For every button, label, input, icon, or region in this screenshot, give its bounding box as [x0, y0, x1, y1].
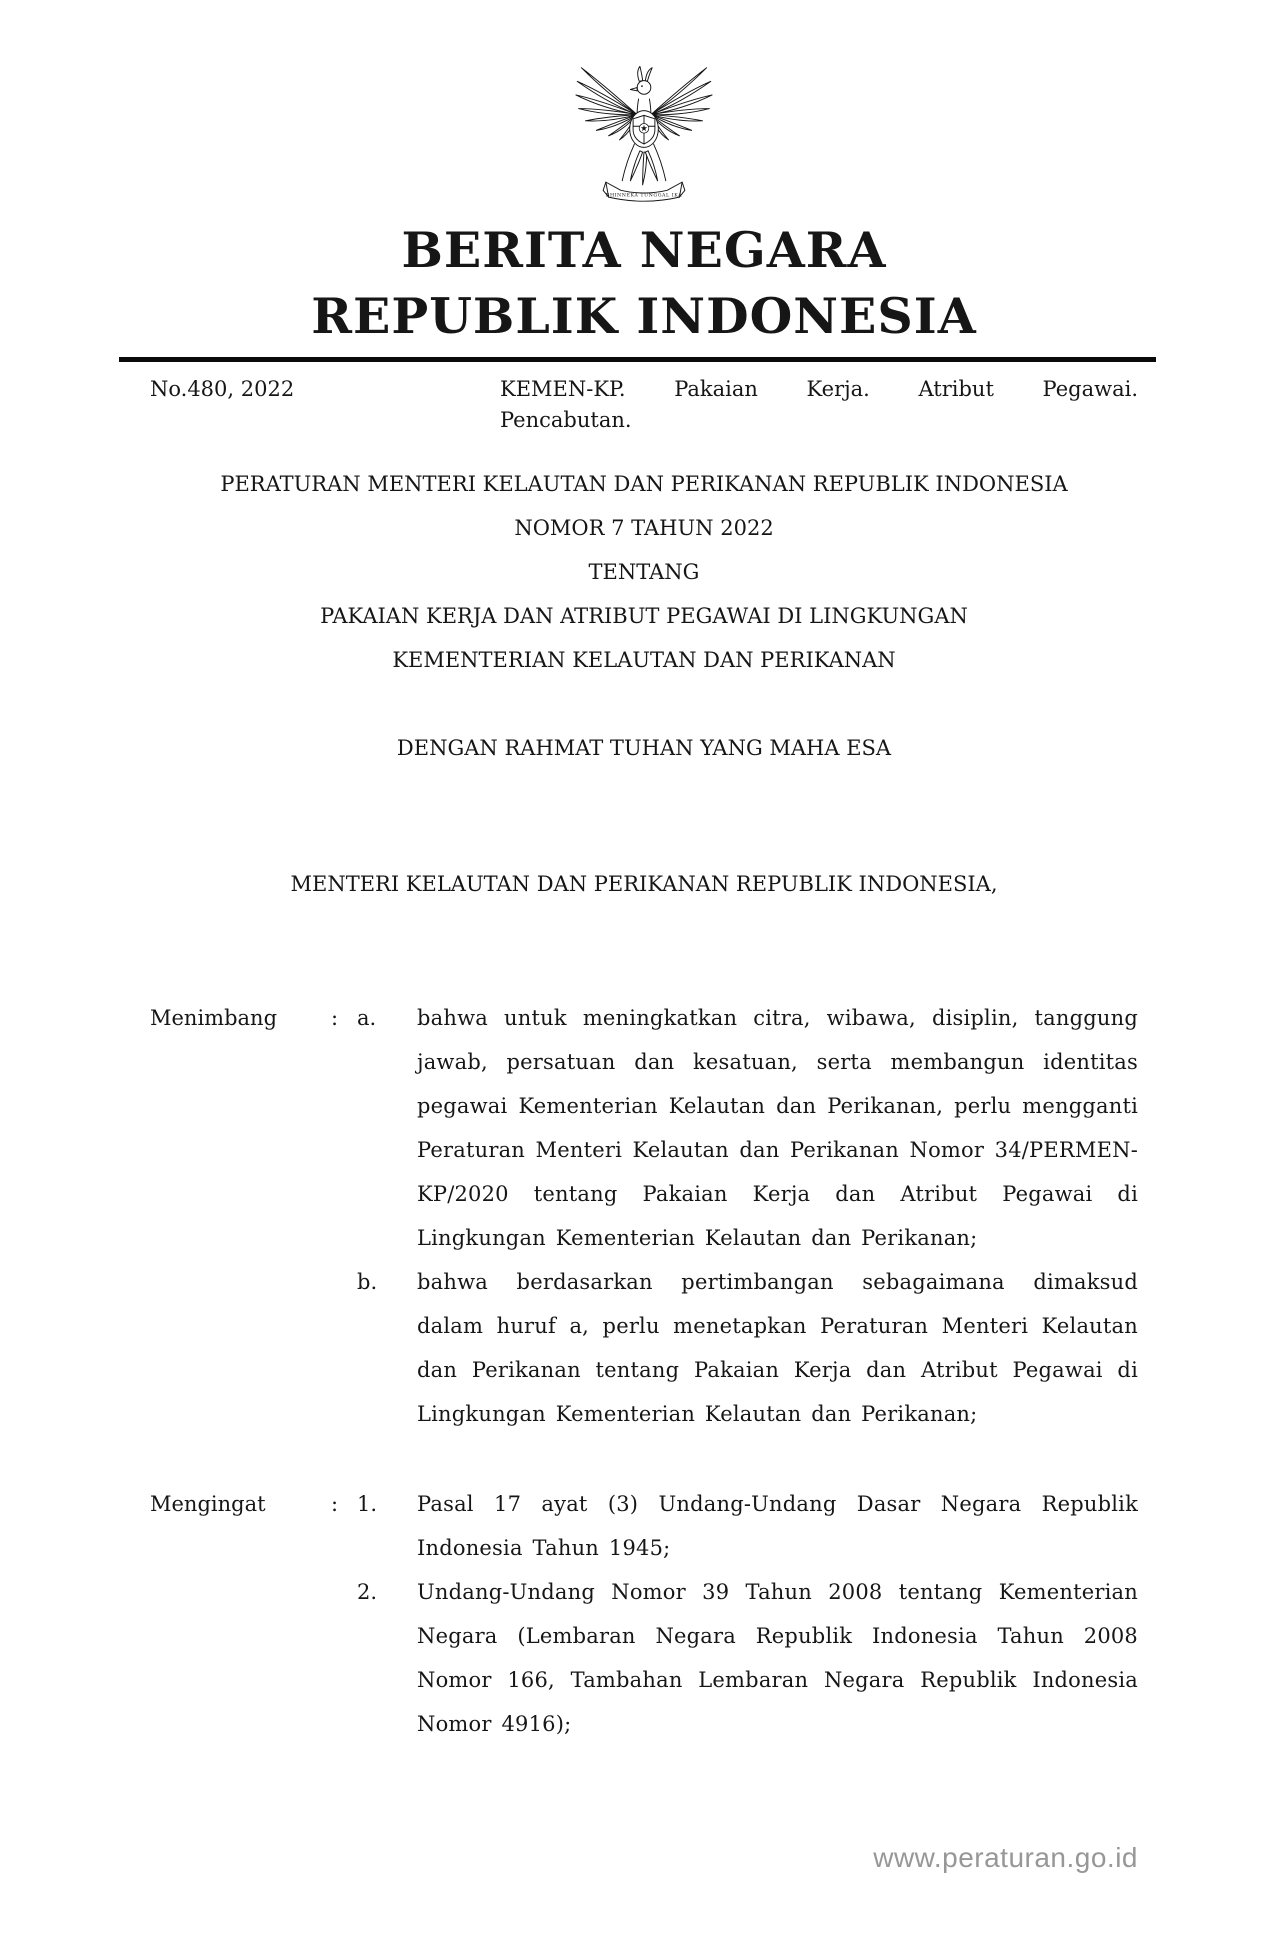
item-marker: 2. [357, 1580, 378, 1605]
regulation-number-line: NOMOR 7 TAHUN 2022 [514, 516, 774, 541]
eye [641, 85, 643, 87]
regulation-title-line: PERATURAN MENTERI KELAUTAN DAN PERIKANAN REPUBLIK INDONESIA [220, 472, 1068, 497]
head [637, 81, 651, 95]
item-marker: 1. [357, 1492, 378, 1517]
watermark-url: www.peraturan.go.id [873, 1842, 1138, 1873]
clause-item [150, 1570, 1138, 1746]
gazette-subject-line1: KEMEN-KP. Pakaian Kerja. Atribut Pegawai. [500, 377, 1138, 402]
beak [630, 87, 637, 90]
item-marker: b. [357, 1270, 378, 1295]
masthead-divider [119, 357, 1156, 362]
clause-item [150, 1260, 1138, 1436]
regulation-title-block [150, 462, 1138, 682]
masthead-title-line2: REPUBLIK INDONESIA [311, 286, 977, 345]
regulation-subject-line2: KEMENTERIAN KELAUTAN DAN PERIKANAN [392, 648, 896, 673]
gazette-subject-line2: Pencabutan. [500, 408, 632, 433]
right-wing [651, 68, 712, 140]
clause-item [150, 1482, 1138, 1570]
gazette-subject [500, 374, 1138, 436]
authority-line: MENTERI KELAUTAN DAN PERIKANAN REPUBLIK INDONESIA, [290, 872, 998, 897]
section-separator: : [331, 1492, 339, 1517]
item-text: bahwa untuk meningkatkan citra, wibawa, disiplin, tanggung jawab, persatuan dan kesatuan, serta membangun identitas pegawai Kementerian Kelautan dan Perikanan, perlu mengganti Peraturan Menteri Kelautan dan Perikanan Nomor 34/PERMEN-KP/2020 tentang Pakaian Kerja dan Atribut Pegawai di Lingkungan Kementerian Kelautan dan Perikanan; [417, 1006, 1138, 1251]
item-text: bahwa berdasarkan pertimbangan sebagaimana dimaksud dalam huruf a, perlu menetapkan Peraturan Menteri Kelautan dan Perikanan tentang Pakaian Kerja dan Atribut Pegawai di Lingkungan Kementerian Kelautan dan Perikanan; [417, 1270, 1138, 1427]
clause-item [150, 996, 1138, 1260]
section-separator: : [331, 1006, 339, 1031]
item-text: Pasal 17 ayat (3) Undang-Undang Dasar Negara Republik Indonesia Tahun 1945; [417, 1492, 1138, 1561]
item-text: Undang-Undang Nomor 39 Tahun 2008 tentang Kementerian Negara (Lembaran Negara Republik Indonesia Tahun 2008 Nomor 166, Tambahan Lembaran Negara Republik Indonesia Nomor 4916); [417, 1580, 1138, 1737]
section-mengingat [150, 1482, 1138, 1746]
item-marker: a. [357, 1006, 377, 1031]
banner-motto: BHINNEKA TUNGGAL IKA [605, 193, 683, 199]
regulation-tentang-line: TENTANG [588, 560, 700, 585]
masthead-title-line1: BERITA NEGARA [401, 221, 887, 279]
emblem-container [150, 0, 1138, 212]
regulation-subject-line1: PAKAIAN KERJA DAN ATRIBUT PEGAWAI DI LINGKUNGAN [320, 604, 968, 629]
section-label: Mengingat [150, 1492, 266, 1517]
garuda-pancasila-emblem [569, 50, 719, 208]
gazette-meta [150, 374, 1138, 436]
left-wing [576, 68, 637, 140]
section-menimbang [150, 996, 1138, 1436]
gazette-number: No.480, 2022 [150, 377, 295, 402]
invocation-line: DENGAN RAHMAT TUHAN YANG MAHA ESA [396, 736, 892, 761]
tail-feathers [630, 151, 657, 185]
section-label: Menimbang [150, 1006, 278, 1031]
